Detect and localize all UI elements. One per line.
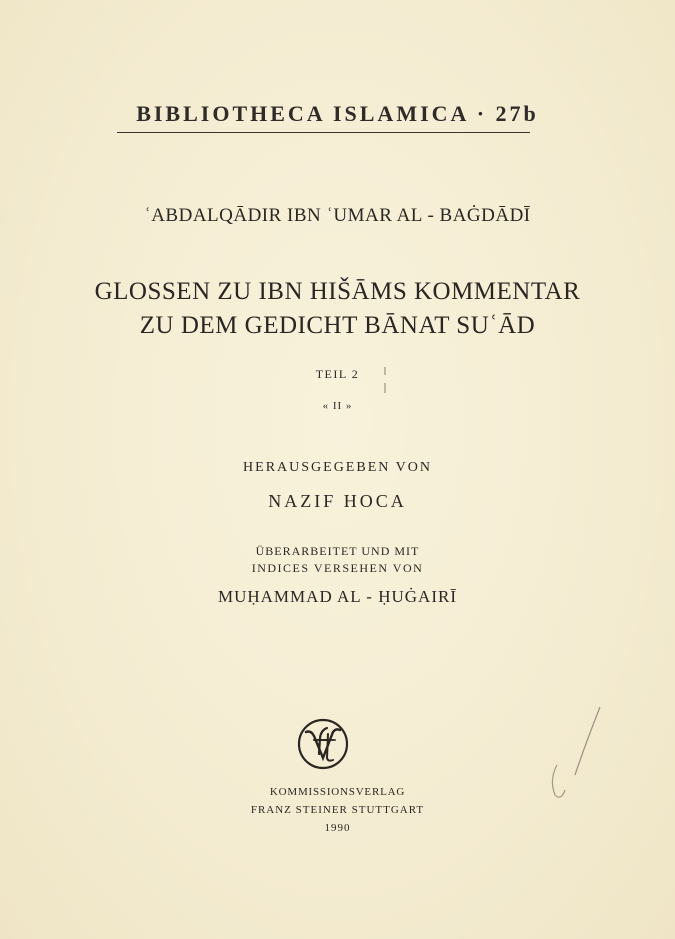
author-name: ʿABDALQĀDIR IBN ʿUMAR AL - BAĠDĀDĪ <box>144 205 531 226</box>
part-label: TEIL 2 <box>315 367 360 381</box>
publisher-monogram-icon <box>297 718 349 770</box>
edited-by-label: HERAUSGEGEBEN VON <box>243 460 432 475</box>
part-number: « II » <box>322 400 353 412</box>
publisher-line-2: FRANZ STEINER STUTTGART <box>250 804 425 816</box>
reviser-name: MUḤAMMAD AL - ḤUĠAIRĪ <box>217 587 457 606</box>
series-rule <box>117 132 530 133</box>
revised-label-line-2: INDICES VERSEHEN VON <box>251 561 424 575</box>
publication-year: 1990 <box>324 822 351 834</box>
pencil-mark <box>380 365 390 405</box>
series-title: BIBLIOTHECA ISLAMICA · 27b <box>136 101 539 126</box>
pencil-stroke-mark <box>545 705 605 805</box>
publisher-line-1: KOMMISSIONSVERLAG <box>269 786 406 798</box>
book-title-line-1: GLOSSEN ZU IBN HIŠĀMS KOMMENTAR <box>94 278 581 305</box>
revised-label-line-1: ÜBERARBEITET UND MIT <box>255 544 420 558</box>
editor-name: NAZIF HOCA <box>268 491 407 511</box>
book-title-line-2: ZU DEM GEDICHT BĀNAT SUʿĀD <box>139 312 536 339</box>
